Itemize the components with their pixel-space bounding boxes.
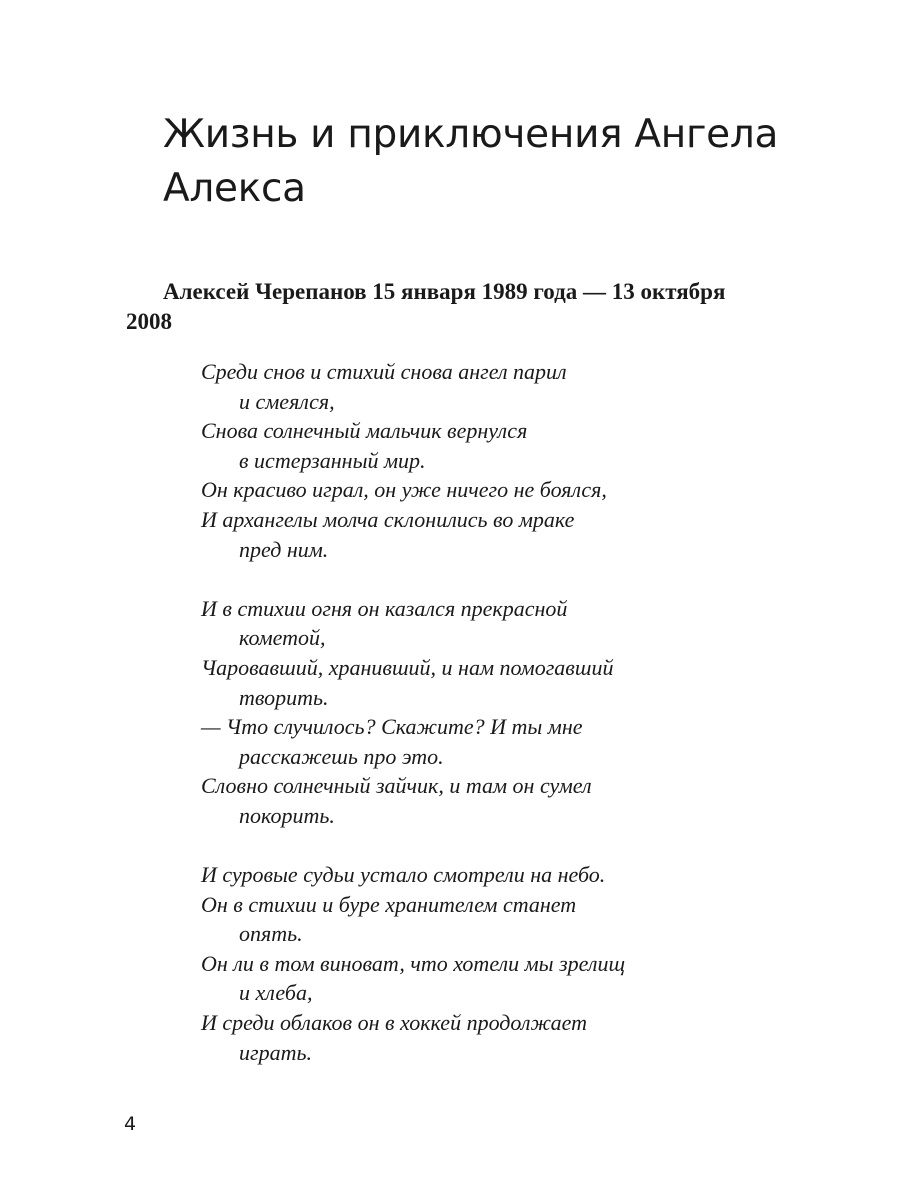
poem-line-continuation: и хлеба, [239, 980, 313, 1006]
poem-line: Словно солнечный зайчик, и там он сумел [201, 773, 592, 799]
poem-line: И архангелы молча склонились во мраке [201, 506, 575, 532]
poem-line-continuation: играть. [239, 1039, 312, 1065]
poem-line-continuation: творить. [239, 684, 329, 710]
poem-line-continuation: покорить. [239, 802, 335, 828]
poem-line: И суровые судьи устало смотрели на небо. [201, 862, 606, 888]
poem-line: Снова солнечный мальчик вернулся [201, 418, 528, 444]
poem-line: И среди облаков он в хоккей продолжает [201, 1010, 587, 1036]
poem-line: Он красиво играл, он уже ничего не боялся, [201, 477, 607, 503]
poem-stanza-3 [201, 860, 761, 1067]
poem-line: — Что случилось? Скажите? И ты мне [201, 714, 583, 740]
poem-line-continuation: расскажешь про это. [239, 743, 444, 769]
poem-line: Он ли в том виноват, что хотели мы зрелищ [201, 950, 626, 976]
poem-line: Он в стихии и буре хранителем станет [201, 891, 577, 917]
poem-line: Среди снов и стихий снова ангел парил [201, 359, 567, 384]
poem-line: И в стихии огня он казался прекрасной [201, 595, 568, 621]
chapter-title: Жизнь и приключения Ангела Алекса [163, 112, 779, 211]
poem-line-continuation: в истерзанный мир. [239, 447, 426, 473]
poem-stanza-1 [201, 357, 761, 564]
dedication-subtitle: Алексей Черепанов 15 января 1989 года — 13 октября 2008 [126, 279, 726, 334]
poem [201, 357, 761, 1097]
poem-line-continuation: и смеялся, [239, 388, 335, 414]
page-number: 4 [124, 1113, 137, 1135]
poem-line: Чаровавший, хранивший, и нам помогавший [201, 654, 614, 680]
poem-line-continuation: опять. [239, 921, 303, 947]
poem-line-continuation: кометой, [239, 625, 326, 651]
poem-stanza-2 [201, 594, 761, 831]
poem-line-continuation: пред ним. [239, 536, 329, 562]
